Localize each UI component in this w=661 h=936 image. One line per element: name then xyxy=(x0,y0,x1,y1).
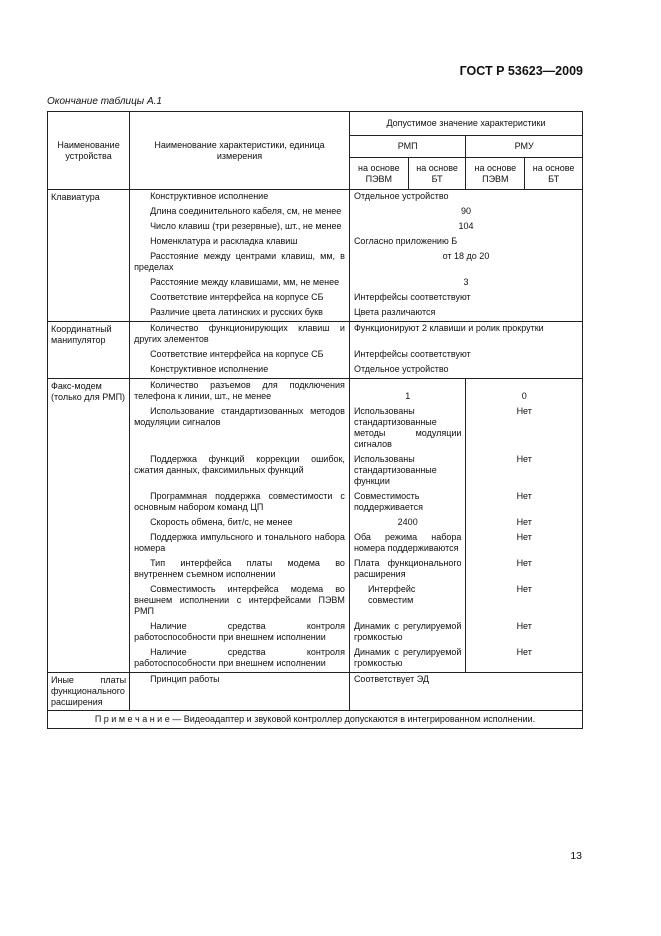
char-value: 90 xyxy=(349,205,582,220)
char-value: Отдельное устройство xyxy=(349,190,582,206)
char-value: Функционируют 2 клавиши и ролик прокрутки xyxy=(349,322,582,349)
char-item: Наличие средства контроля работоспособности при внешнем исполнении xyxy=(130,620,350,646)
rmu-value: Нет xyxy=(466,490,583,516)
rmu-value: Нет xyxy=(466,620,583,646)
header-rmp: РМП xyxy=(349,136,466,158)
char-item: Наличие средства контроля работоспособности при внешнем исполнении xyxy=(130,646,350,673)
rmu-value: Нет xyxy=(466,646,583,673)
char-item: Количество разъемов для подключения телефона к линии, шт., не менее xyxy=(130,379,350,406)
header-rmp-bt: на основе БТ xyxy=(408,158,466,190)
char-value: 104 xyxy=(349,220,582,235)
device-other-boards: Иные платы функционального расширения xyxy=(48,673,130,711)
char-item: Поддержка функций коррекции ошибок, сжатия данных, факсимильных функций xyxy=(130,453,350,490)
char-item: Расстояние между центрами клавиш, мм, в пределах xyxy=(130,250,350,276)
char-item: Тип интерфейса платы модема во внутреннем съемном исполнении xyxy=(130,557,350,583)
header-device: Наименование устройства xyxy=(48,112,130,190)
char-item: Соответствие интерфейса на корпусе СБ xyxy=(130,348,350,363)
device-mouse: Координатный манипулятор xyxy=(48,322,130,379)
char-value: Интерфейсы соответствуют xyxy=(349,291,582,306)
header-rmu-bt: на основе БТ xyxy=(525,158,583,190)
char-value: 3 xyxy=(349,276,582,291)
char-item: Количество функционирующих клавиш и других элементов xyxy=(130,322,350,349)
rmu-value: Нет xyxy=(466,453,583,490)
char-item: Программная поддержка совместимости с основным набором команд ЦП xyxy=(130,490,350,516)
device-keyboard: Клавиатура xyxy=(48,190,130,322)
rmp-value: Динамик с регулируемой громкостью xyxy=(349,620,466,646)
char-item: Совместимость интерфейса модема во внешнем исполнении с интерфейсами ПЭВМ РМП xyxy=(130,583,350,620)
characteristics-table xyxy=(47,111,583,729)
table-note: П р и м е ч а н и е — Видеоадаптер и звуковой контроллер допускаются в интегрированном исполнении. xyxy=(48,711,583,729)
char-value: Интерфейсы соответствуют xyxy=(349,348,582,363)
rmu-value: Нет xyxy=(466,516,583,531)
rmu-value: Нет xyxy=(466,405,583,453)
header-rmp-pevm: на основе ПЭВМ xyxy=(349,158,408,190)
page-number: 13 xyxy=(570,850,582,862)
char-value: Соответствует ЭД xyxy=(349,673,582,711)
char-item: Расстояние между клавишами, мм, не менее xyxy=(130,276,350,291)
char-item: Конструктивное исполнение xyxy=(130,363,350,379)
char-item: Использование стандартизованных методов модуляции сигналов xyxy=(130,405,350,453)
char-item: Соответствие интерфейса на корпусе СБ xyxy=(130,291,350,306)
rmu-value: 0 xyxy=(466,379,583,406)
char-item: Различие цвета латинских и русских букв xyxy=(130,306,350,322)
rmp-value: Плата функционального расширения xyxy=(349,557,466,583)
char-value: от 18 до 20 xyxy=(349,250,582,276)
header-characteristic: Наименование характеристики, единица измерения xyxy=(130,112,350,190)
rmu-value: Нет xyxy=(466,531,583,557)
rmp-value: 1 xyxy=(349,379,466,406)
table-caption: Окончание таблицы А.1 xyxy=(47,96,162,107)
rmu-value: Нет xyxy=(466,583,583,620)
rmp-value: Интерфейс совместим xyxy=(349,583,466,620)
device-fax-modem: Факс-модем (только для РМП) xyxy=(48,379,130,673)
rmp-value: Использованы стандартизованные методы модуляции сигналов xyxy=(349,405,466,453)
rmu-value: Нет xyxy=(466,557,583,583)
document-id: ГОСТ Р 53623—2009 xyxy=(459,64,583,78)
char-item: Скорость обмена, бит/с, не менее xyxy=(130,516,350,531)
header-allowed-value: Допустимое значение характеристики xyxy=(349,112,582,136)
char-item: Конструктивное исполнение xyxy=(130,190,350,206)
char-value: Согласно приложению Б xyxy=(349,235,582,250)
rmp-value: Оба режима набора номера поддерживаются xyxy=(349,531,466,557)
char-value: Отдельное устройство xyxy=(349,363,582,379)
header-rmu-pevm: на основе ПЭВМ xyxy=(466,158,525,190)
header-rmu: РМУ xyxy=(466,136,583,158)
char-item: Поддержка импульсного и тонального набора номера xyxy=(130,531,350,557)
rmp-value: Совместимость поддерживается xyxy=(349,490,466,516)
rmp-value: Динамик с регулируемой громкостью xyxy=(349,646,466,673)
char-item: Число клавиш (три резервные), шт., не менее xyxy=(130,220,350,235)
rmp-value: 2400 xyxy=(349,516,466,531)
rmp-value: Использованы стандартизованные функции xyxy=(349,453,466,490)
char-value: Цвета различаются xyxy=(349,306,582,322)
char-item: Принцип работы xyxy=(130,673,350,711)
char-item: Длина соединительного кабеля, см, не менее xyxy=(130,205,350,220)
char-item: Номенклатура и раскладка клавиш xyxy=(130,235,350,250)
